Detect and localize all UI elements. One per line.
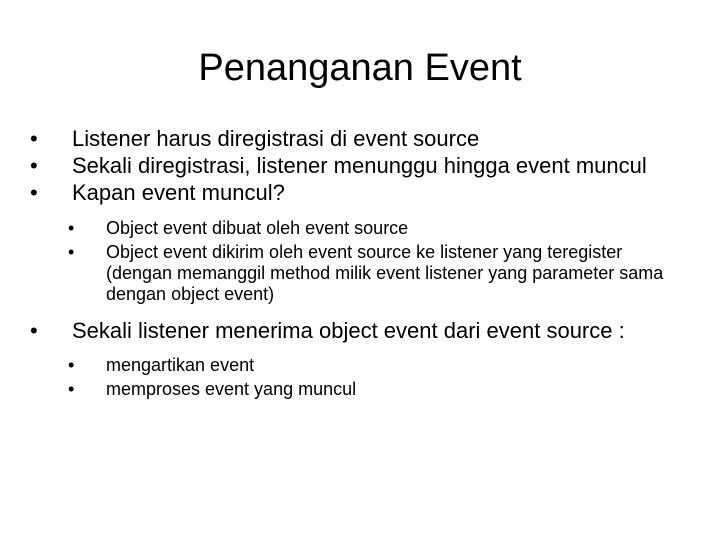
bullet-icon: •: [30, 153, 38, 178]
sub-bullet-icon: •: [68, 242, 75, 262]
sub-bullet-item: [68, 355, 680, 376]
sub-bullet-item: [68, 379, 680, 400]
bullet-item-4: [30, 320, 680, 400]
sub-bullet-icon: •: [68, 218, 75, 238]
slide-title: Penanganan Event: [198, 47, 522, 89]
bullet-item-1-text: Listener harus diregistrasi di event source: [72, 126, 480, 151]
sub-bullet-icon: •: [68, 379, 75, 399]
bullet-list: [30, 128, 680, 405]
bullet-item-1: [30, 128, 680, 150]
sub-bullet-list-2: [68, 355, 680, 400]
bullet-item-3: [30, 182, 680, 305]
bullet-item-2-text: Sekali diregistrasi, listener menunggu hingga event muncul: [72, 153, 647, 178]
bullet-icon: •: [30, 318, 38, 343]
sub-bullet-item-text: mengartikan event: [106, 355, 255, 375]
sub-bullet-item-text: Object event dikirim oleh event source ke listener yang teregister (dengan memanggil method milik event listener yang parameter sama dengan object event): [106, 242, 664, 304]
sub-bullet-item-text: Object event dibuat oleh event source: [106, 218, 409, 238]
bullet-item-4-text: Sekali listener menerima object event dari event source :: [72, 318, 625, 343]
sub-bullet-item: [68, 242, 680, 305]
sub-bullet-item-text: memproses event yang muncul: [106, 379, 357, 399]
bullet-icon: •: [30, 180, 38, 205]
sub-bullet-icon: •: [68, 355, 75, 375]
bullet-item-2: [30, 155, 680, 177]
sub-bullet-list-1: [68, 218, 680, 305]
sub-bullet-item: [68, 218, 680, 239]
bullet-icon: •: [30, 126, 38, 151]
bullet-item-3-text: Kapan event muncul?: [72, 180, 285, 205]
